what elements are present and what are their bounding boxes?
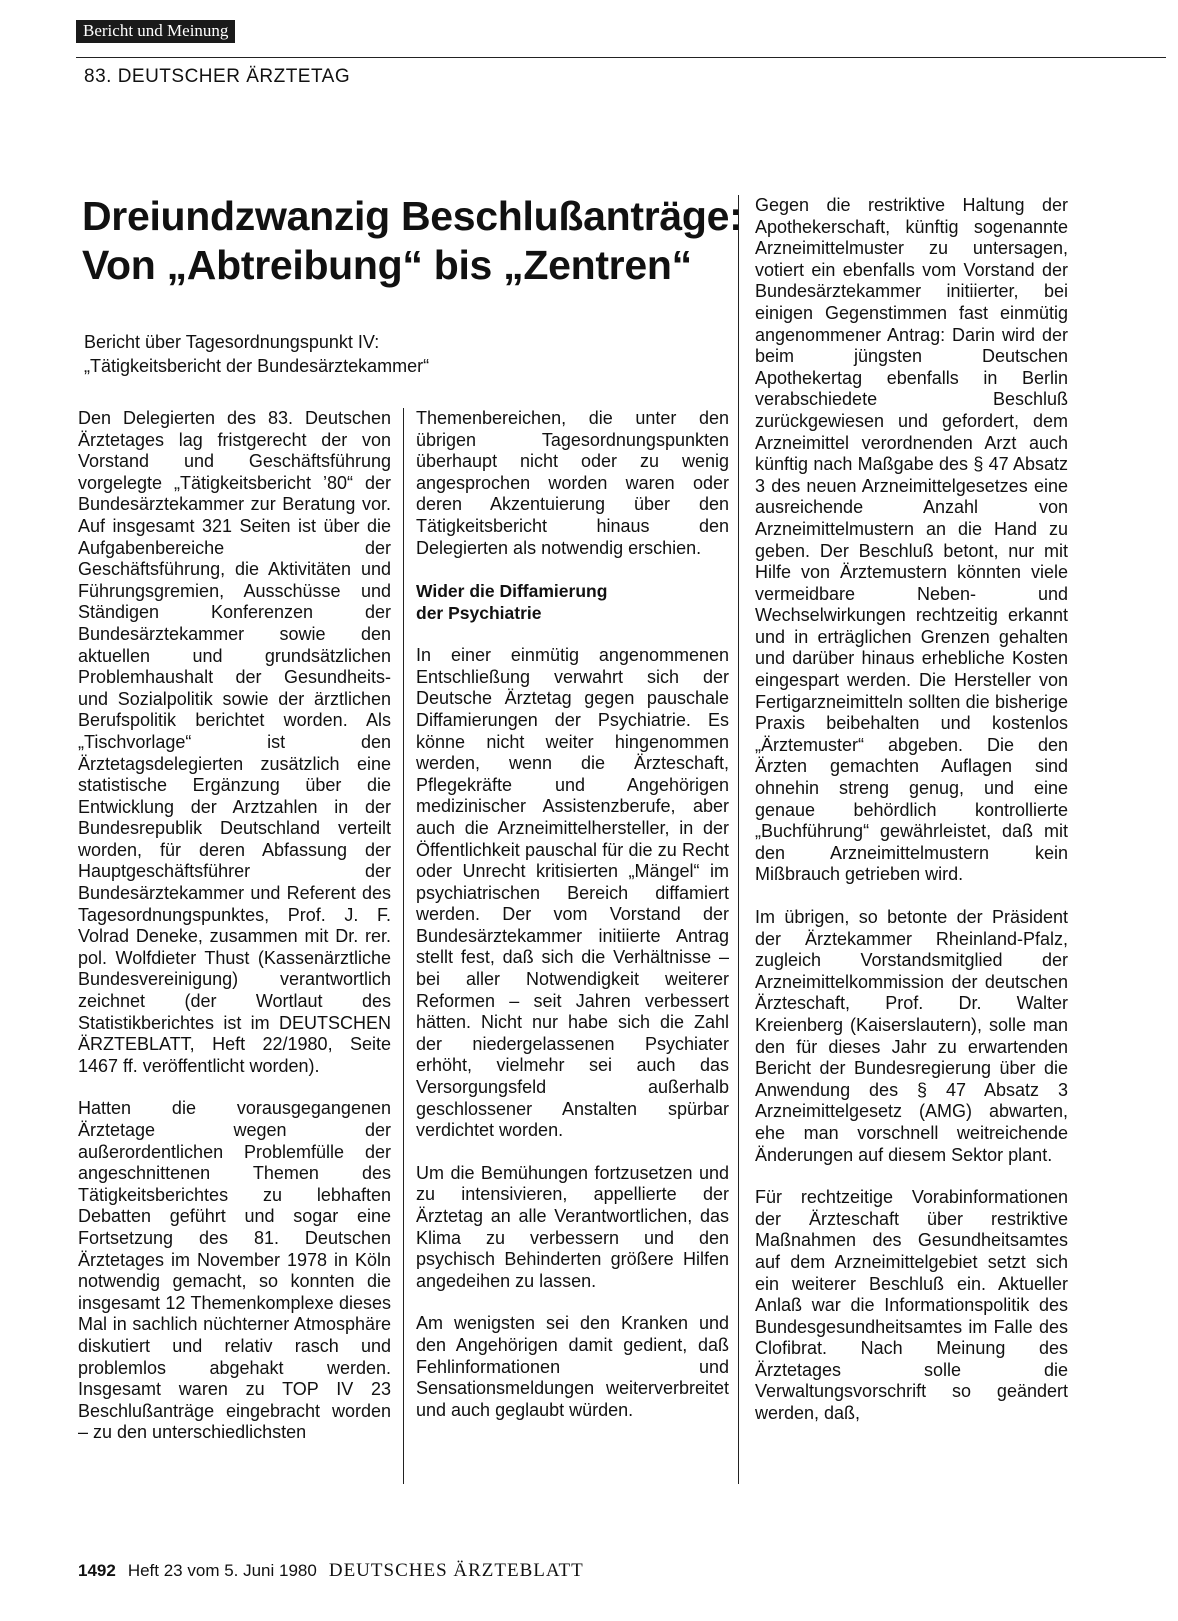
paragraph: Gegen die restriktive Haltung der Apothekerschaft, künftig sogenannte Arzneimittelmuster zu untersagen, votiert ein ebenfalls vom Vorstand der Bundesärztekammer initiierter, bei einigen Gegenstimmen fast einmütig angenommener Antrag: Darin wird der beim jüngsten Deutschen Apothekertag ebenfalls in Berlin verabschiedete Beschluß zurückgewiesen und gefordert, dem Arzneimittel verordnenden Arzt auch künftig nach Maßgabe des § 47 Absatz 3 des neuen Arzneimittelgesetzes eine ausreichende Anzahl von Arzneimittelmustern an die Hand zu geben. Der Beschluß betont, nur mit Hilfe von Ärztemustern könnten viele vermeidbare Neben- und Wechselwirkungen rechtzeitig erkannt und in erträglichen Grenzen gehalten und darüber hinaus erhebliche Kosten eingespart werden. Die Hersteller von Fertigarzneimitteln sollten die bisherige Praxis beibehalten und kostenlos „Ärztemuster“ abgeben. Die den Ärzten gemachten Auflagen sind ohnehin streng genug, und eine genaue behördlich kontrollierte „Buchführung“ gewährleistet, daß mit den Arzneimittelmustern kein Mißbrauch getrieben wird. bbox=[755, 195, 1068, 885]
paragraph: Am wenigsten sei den Kranken und den Angehörigen damit gedient, daß Fehlinformationen und Sensationsmeldungen weiterverbreitet und auch geglaubt würden. bbox=[416, 1313, 729, 1420]
paragraph: Den Delegierten des 83. Deutschen Ärztetages lag fristgerecht der von Vorstand und Geschäftsführung vorgelegte „Tätigkeitsbericht ’80“ der Bundesärztekammer zur Beratung vor. Auf insgesamt 321 Seiten ist über die Aufgabenbereiche der Geschäftsführung, die Aktivitäten und Führungsgremien, Ausschüsse und Ständigen Konferenzen der Bundesärztekammer sowie den aktuellen und grundsätzlichen Problemhaushalt der Gesundheits- und Sozialpolitik sowie der ärztlichen Berufspolitik berichtet worden. Als „Tischvorlage“ ist den Ärztetagsdelegierten zusätzlich eine statistische Ergänzung über die Entwicklung der Arztzahlen in der Bundesrepublik Deutschland verteilt worden, für deren Abfassung der Hauptgeschäftsführer der Bundesärztekammer und Referent des Tagesordnungspunktes, Prof. J. F. Volrad Deneke, zusammen mit Dr. rer. pol. Wolfdieter Thust (Kassenärztliche Bundesvereinigung) verantwortlich zeichnet (der Wortlaut des Statistikberichtes ist im DEUTSCHEN ÄRZTEBLATT, Heft 22/1980, Seite 1467 ff. veröffentlicht worden). bbox=[78, 408, 391, 1076]
article-headline bbox=[82, 192, 762, 290]
section-heading-line-2: der Psychiatrie bbox=[416, 603, 542, 624]
paragraph: In einer einmütig angenommenen Entschließung verwahrt sich der Deutsche Ärztetag gegen pauschale Diffamierungen der Psychiatrie. Es könne nicht weiter hingenommen werden, wenn die Ärzteschaft, Pflegekräfte und Angehörigen medizinischer Assistenzberufe, aber auch die Arzneimittelhersteller, in der Öffentlichkeit pauschal für die zu Recht oder Unrecht kritisierten „Mängel“ im psychiatrischen Bereich diffamiert werden. Der vom Vorstand der Bundesärztekammer initiierte Antrag stellt fest, daß sich die Verhältnisse – bei aller Notwendigkeit weiterer Reformen – seit Jahren verbessert hätten. Nicht nur habe sich die Zahl der niedergelassenen Psychiater erhöht, vielmehr sei auch das Versorgungsfeld außerhalb geschlossener Anstalten spürbar verdichtet worden. bbox=[416, 645, 729, 1141]
article-subhead bbox=[84, 330, 744, 378]
subhead-line-1: Bericht über Tagesordnungspunkt IV: bbox=[84, 332, 380, 352]
page-number: 1492 bbox=[78, 1561, 116, 1580]
subhead-line-2: „Tätigkeitsbericht der Bundesärztekammer“ bbox=[84, 356, 430, 376]
paragraph: Um die Bemühungen fortzusetzen und zu intensivieren, appellierte der Ärztetag an alle Verantwortlichen, das Klima zu verbessern und den psychisch Behinderten größere Hilfen angedeihen zu lassen. bbox=[416, 1162, 729, 1291]
section-heading bbox=[416, 580, 729, 624]
paragraph: Themenbereichen, die unter den übrigen Tagesordnungspunkten überhaupt nicht oder zu wenig angesprochen worden waren oder deren Akzentuierung über den Tätigkeitsbericht hinaus den Delegierten als notwendig erschien. bbox=[416, 408, 729, 558]
text-column-3 bbox=[755, 195, 1068, 1425]
journal-name: DEUTSCHES ÄRZTEBLATT bbox=[328, 1560, 584, 1581]
kicker: 83. DEUTSCHER ÄRZTETAG bbox=[84, 66, 351, 87]
headline-line-1: Dreiundzwanzig Beschlußanträge: bbox=[82, 193, 743, 239]
text-column-1 bbox=[78, 408, 391, 1444]
column-rule bbox=[738, 195, 739, 1484]
section-heading-line-1: Wider die Diffamierung bbox=[416, 581, 608, 602]
top-rule bbox=[76, 57, 1166, 58]
page-footer bbox=[78, 1560, 584, 1582]
section-tag: Bericht und Meinung bbox=[76, 20, 235, 43]
headline-line-2: Von „Abtreibung“ bis „Zentren“ bbox=[82, 242, 692, 288]
column-rule bbox=[403, 408, 404, 1484]
paragraph: Im übrigen, so betonte der Präsident der Ärztekammer Rheinland-Pfalz, zugleich Vorstandsmitglied der Arzneimittelkommission der deutschen Ärzteschaft, Prof. Dr. Walter Kreienberg (Kaiserslautern), solle man den für dieses Jahr zu erwartenden Bericht der Bundesregierung über die Anwendung des § 47 Absatz 3 Arzneimittelgesetz (AMG) abwarten, ehe man vorschnell weitreichende Änderungen auf diesem Sektor plant. bbox=[755, 907, 1068, 1165]
issue-info: Heft 23 vom 5. Juni 1980 bbox=[127, 1561, 317, 1580]
text-column-2 bbox=[416, 408, 729, 1421]
paragraph: Hatten die vorausgegangenen Ärztetage wegen der außerordentlichen Problemfülle der angeschnittenen Themen des Tätigkeitsberichtes zu lebhaften Debatten geführt und sogar eine Fortsetzung des 81. Deutschen Ärztetages im November 1978 in Köln notwendig gemacht, so konnten die insgesamt 12 Themenkomplexe dieses Mal in sachlich nüchterner Atmosphäre diskutiert und relativ rasch und problemlos abgehakt werden. Insgesamt waren zu TOP IV 23 Beschlußanträge eingebracht worden – zu den unterschiedlichsten bbox=[78, 1098, 391, 1443]
paragraph: Für rechtzeitige Vorabinformationen der Ärzteschaft über restriktive Maßnahmen des Gesundheitsamtes auf dem Arzneimittelgebiet setzt sich ein weiterer Beschluß ein. Aktueller Anlaß war die Informationspolitik des Bundesgesundheitsamtes im Falle des Clofibrat. Nach Meinung des Ärztetages solle die Verwaltungsvorschrift so geändert werden, daß, bbox=[755, 1187, 1068, 1424]
